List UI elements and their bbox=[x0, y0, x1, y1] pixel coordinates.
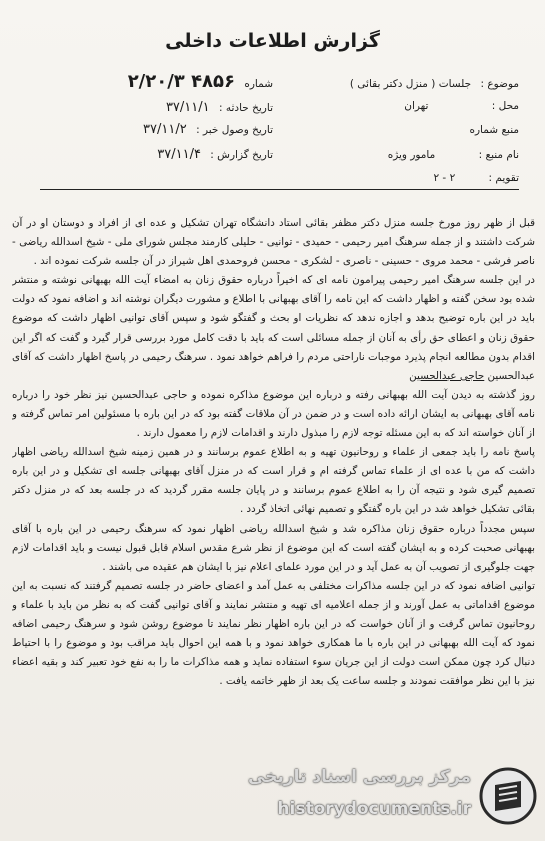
source-number-label: منبع شماره bbox=[469, 124, 519, 136]
source-name-label: نام منبع : bbox=[478, 149, 519, 161]
event-date-row bbox=[166, 100, 273, 115]
event-date-label: تاریخ حادثه : bbox=[218, 102, 273, 114]
subject-label: موضوع : bbox=[480, 78, 519, 90]
received-date-label: تاریخ وصول خبر : bbox=[196, 124, 273, 136]
number-label: شماره bbox=[244, 78, 273, 90]
evaluation-value: ۲ - ۲ bbox=[433, 172, 456, 184]
received-date-value: ۳۷/۱۱/۲ bbox=[143, 122, 187, 137]
event-date-value: ۳۷/۱۱/۱ bbox=[165, 100, 210, 115]
received-date-row bbox=[143, 122, 273, 137]
report-date-value: ۳۷/۱۱/۴ bbox=[157, 147, 201, 162]
body-paragraph: روز گذشته به دیدن آیت الله بهبهانی رفته و درباره این موضوع مذاکره نموده و حاجی عبدالحسین نیز نظر خود را درباره نامه آقای بهبهانی به ایشان ارائه داده است و در ضمن در آن ملاقات گفته بود که در این باره با مسئولین امر تماس گرفته و از آنان خواسته اند که به این مسئله توجه لازم را مبذول دارند و اقدامات لازم را معمول دارند . bbox=[12, 388, 535, 440]
header-divider bbox=[40, 189, 519, 190]
subject-value: جلسات ( منزل دکتر بقائی ) bbox=[349, 78, 472, 90]
evaluation-label: تقویم : bbox=[488, 172, 519, 184]
source-number-row bbox=[469, 124, 519, 136]
location-label: محل : bbox=[491, 100, 519, 112]
location-row bbox=[404, 100, 519, 112]
body-paragraph: سپس مجدداً درباره حقوق زنان مذاکره شد و شیخ اسدالله ریاضی اظهار نمود که سرهنگ رحیمی در این باره با آقای بهبهانی صحبت کرده و به ایشان گفته است که این موضوع از نظر شرع مقدس اسلام قابل قبول نیست و باید اقدامات لازم جهت جلوگیری از تصویب آن به عمل آید و در این مورد علمای اعلام نیز با ایشان هم عقیده می باشند . bbox=[12, 522, 535, 573]
subject-row bbox=[350, 78, 519, 90]
watermark-url-text: historydocuments.ir bbox=[277, 799, 471, 819]
number-value: ۴۸۵۶ ۲/۲۰/۳ bbox=[127, 71, 236, 92]
body-paragraph: توانیی اضافه نمود که در این جلسه مذاکرات مختلفی به عمل آمد و اعضای حاضر در جلسه تصمیم گرفتند که نسبت به این موضوع اقداماتی به عمل آورند و از جمله اعلامیه ای تهیه و منتشر نمایند و آقای توانیی گفت که به نظر من باید با علماء و روحانیون تماس گرفت و از آنان خواست که در این باره اظهار نظر نمایند تا موضوع روشن شود و سرهنگ رحیمی اضافه نمود که آیت الله بهبهانی در این باره با ما همکاری خواهد نمود و با همه این احوال باید مراقب بود و موضوع را با احتیاط دنبال کرد چون ممکن است دولت از این جریان سوء استفاده نماید و همه مذاکرات ما را به نفع خود تعبیر کند و بقیه اعضاء نیز با این نظر موافقت نمودند و جلسه ساعت یک بعد از ظهر خاتمه یافت . bbox=[12, 579, 535, 688]
underlined-name: حاجی عبدالحسین bbox=[409, 369, 485, 382]
evaluation-row bbox=[433, 172, 519, 184]
report-body bbox=[12, 214, 535, 774]
report-date-label: تاریخ گزارش : bbox=[210, 149, 273, 161]
number-row bbox=[128, 71, 273, 92]
source-name-value: مامور ویژه bbox=[387, 149, 436, 161]
source-name-row bbox=[388, 149, 519, 161]
report-date-row bbox=[157, 147, 273, 162]
body-paragraph: در این جلسه سرهنگ امیر رحیمی پیرامون نامه ای که اخیراً درباره حقوق زنان به امضاء آیت الله بهبهانی نوشته و منتشر شده بود سخن گفته و اظهار داشت که این نامه را آقای بهبهانی با اطلاع و مشورت دیگران نوشته اند و اضافه نمود که دولت باید در این باره توضیح بدهد و اجازه ندهد که نظریات او بحث و گفتگو شود و سپس آقای توانیی اظهار داشت که موضوع حقوق زنان و اعطای حق رأی به آنان از جمله مسائلی است که باید با دقت کامل مورد بررسی قرار گیرد و گفت که اگر این اقدام بدون مطالعه انجام پذیرد موجبات ناراحتی مردم را فراهم خواهد نمود . سرهنگ رحیمی در پاسخ اظهار داشت که آقای عبدالحسین حاجی عبدالحسین bbox=[12, 274, 535, 382]
body-paragraph: پاسخ نامه را باید جمعی از علماء و روحانیون تهیه و به اطلاع عموم برسانند و در همین زمینه شیخ اسدالله ریاضی اظهار داشت که من با عده ای از علماء تماس گرفته ام و قرار است که در منزل آقای بهبهانی جلسه ای تشکیل و در این باره تصمیم گیری شود و نتیجه آن را به اطلاع عموم برسانند و در پایان جلسه مقرر گردید که در جلسه بعد که در منزل دکتر بقائی تشکیل خواهد شد در این باره گفتگو و تصمیم نهائی اتخاذ گردد . bbox=[12, 446, 535, 516]
page-title: گزارش اطلاعات داخلی bbox=[165, 30, 380, 52]
location-value: تهران bbox=[404, 100, 429, 112]
archive-emblem-icon bbox=[479, 767, 537, 825]
watermark-persian-text: مرکز بررسی اسناد تاریخی bbox=[248, 767, 471, 787]
body-paragraph: قبل از ظهر روز مورخ جلسه منزل دکتر مظفر بقائی استاد دانشگاه تهران تشکیل و عده ای از افراد و دوستان او در آن شرکت داشتند و از جمله سرهنگ امیر رحیمی - حمیدی - توانیی - حلیلی کارمند مجلس شورای ملی - شیخ اسدالله ریاضی - ناصر فرشی - محمد مروی - حسینی - ناصری - لشکری - محسن فروحمدی اهل شیراز در آن جلسه شرکت نموده اند . bbox=[12, 217, 535, 268]
watermark bbox=[237, 763, 537, 831]
